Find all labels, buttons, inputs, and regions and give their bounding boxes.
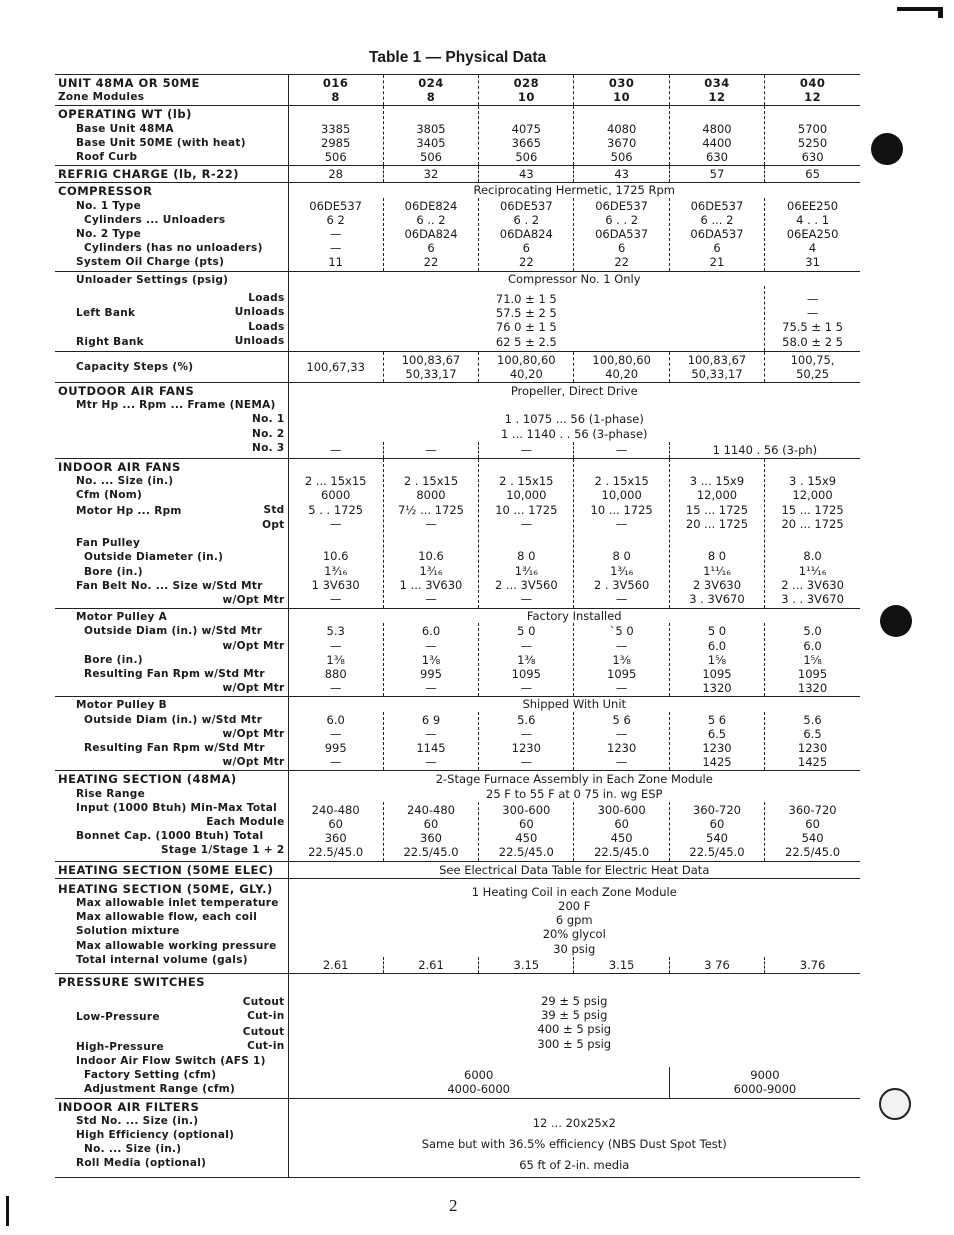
heating-48ma-034: 360-720 60 540 22.5/45.0 [669, 802, 764, 861]
glycol-volume: 3.15 [479, 957, 574, 974]
punch-hole-1 [871, 133, 903, 165]
heating-glycol-span: 1 Heating Coil in each Zone Module 200 F 6 gpm 20% glycol 30 psig [288, 878, 860, 957]
compressor-030: 06DE537 6 . . 2 06DA537 6 22 [574, 198, 669, 272]
pulley-a-016: 5.3 — 1⅜ 880 — [288, 623, 383, 697]
indoor-filters-label: INDOOR AIR FILTERS Std No. ... Size (in.) High Efficiency (optional) No. ... Size (in.) Roll Media (optional) [55, 1098, 288, 1177]
heating-glycol-label: HEATING SECTION (50ME, GLY.) Max allowable inlet temperature Max allowable flow, each coil Solution mixture Max allowable working pressure Total internal volume (gals) [55, 878, 288, 973]
heating-48ma-028: 300-600 60 450 22.5/45.0 [479, 802, 574, 861]
pulley-a-030: `5 0 — 1⅜ 1095 — [574, 623, 669, 697]
pulley-b-028: 5.6 — 1230 — [479, 712, 574, 771]
indoor-fans-040: 3 . 15x9 12,000 15 ... 1725 20 ... 1725 8.0 1¹¹⁄₁₆ 2 ... 3V630 3 . . 3V670 [765, 459, 860, 609]
pulley-a-040: 5.0 6.0 1⅝ 1095 1320 [797, 624, 828, 696]
capacity-040: 100,75, 50,25 [765, 351, 860, 382]
unit-030: 030 10 [574, 75, 669, 106]
heating-elec-span: See Electrical Data Table for Electric Heat Data [288, 861, 860, 878]
unit-034: 034 12 [669, 75, 764, 106]
pulley-a-034: 5 0 6.0 1⅝ 1095 1320 [669, 623, 764, 697]
compressor-024: 06DE824 6 .. 2 06DA824 6 22 [383, 198, 478, 272]
heating-48ma-016: 240-480 60 360 22.5/45.0 [288, 802, 383, 861]
operating-wt-030: 4080 3670 506 [574, 106, 669, 166]
indoor-fans-028: 2 . 15x15 10,000 10 ... 1725 — 8 0 1³⁄₁₆ 2 ... 3V560 — [479, 459, 574, 609]
unit-024: 024 8 [383, 75, 478, 106]
heating-48ma-label: HEATING SECTION (48MA) Rise Range Input (1000 Btuh) Min-Max Total Each Module Bonnet Cap. (1000 Btuh) Total Stage 1/Stage 1 + 2 [55, 771, 288, 861]
outdoor-no3-028: — [479, 442, 574, 459]
outdoor-no3-016: — [288, 442, 383, 459]
unit-028: 028 10 [479, 75, 574, 106]
page-number: 2 [449, 1196, 458, 1215]
operating-wt-028: 4075 3665 506 [479, 106, 574, 166]
unloader-span: Compressor No. 1 Only [288, 271, 860, 286]
outdoor-fans-label: OUTDOOR AIR FANS Mtr Hp ... Rpm ... Frame (NEMA) No. 1 No. 2 No. 3 [55, 383, 288, 459]
heating-48ma-030: 300-600 60 450 22.5/45.0 [574, 802, 669, 861]
operating-wt-024: 3805 3405 506 [383, 106, 478, 166]
header-label: UNIT 48MA OR 50ME Zone Modules [55, 75, 288, 106]
glycol-volume: 3.76 [799, 957, 826, 972]
unloader-label: Unloader Settings (psig) Loads Left Bank Unloads Loads Right Bank Unloads [55, 271, 288, 351]
outdoor-no3-024: — [383, 442, 478, 459]
compressor-label: COMPRESSOR No. 1 Type Cylinders ... Unloaders No. 2 Type Cylinders (has no unloaders) System Oil Charge (pts) [55, 183, 288, 271]
pulley-b-span: Shipped With Unit [288, 697, 860, 712]
indoor-fans-label: INDOOR AIR FANS No. ... Size (in.) Cfm (Nom) Motor Hp ... Rpm Std Opt Fan Pulley Outside Diameter (in.) Bore (in.) Fan Belt No. ... Size w/Std Mtr w/Opt Mtr [55, 459, 288, 609]
indoor-filters-values: 12 ... 20x25x2 Same but with 36.5% efficiency (NBS Dust Spot Test) 65 ft of 2-in. media [288, 1098, 860, 1177]
capacity-030: 100,80,60 40,20 [574, 351, 669, 382]
refrig-value: 32 [383, 166, 478, 183]
glycol-volume: 3 76 [669, 957, 764, 974]
pulley-a-028: 5 0 — 1⅜ 1095 — [479, 623, 574, 697]
capacity-016: 100,67,33 [288, 351, 383, 382]
pressure-switches-label: PRESSURE SWITCHES Cutout Low-Pressure Cut-in Cutout High-Pressure Cut-in Indoor Air Flow Switch (AFS 1) Factory Setting (cfm) Adjustment Range (cfm) [55, 973, 288, 1098]
pulley-a-span: Factory Installed [288, 609, 860, 624]
refrig-value: 43 [479, 166, 574, 183]
operating-wt-034: 4800 4400 630 [669, 106, 764, 166]
heating-48ma-040: 360-720 60 540 22.5/45.0 [785, 802, 841, 860]
heating-48ma-024: 240-480 60 360 22.5/45.0 [383, 802, 478, 861]
scan-mark [6, 1196, 9, 1226]
outdoor-no3-034-040: 1 1140 . 56 (3-ph) [712, 442, 818, 457]
scan-mark [897, 7, 943, 11]
compressor-016: 06DE537 6 2 — — 11 [288, 198, 383, 272]
compressor-028: 06DE537 6 . 2 06DA824 6 22 [479, 198, 574, 272]
pulley-a-label: Motor Pulley A Outside Diam (in.) w/Std Mtr w/Opt Mtr Bore (in.) Resulting Fan Rpm w/Std Mtr w/Opt Mtr [55, 609, 288, 697]
punch-hole-3 [879, 1088, 911, 1120]
compressor-040: 06EE250 4 . . 1 06EA250 4 31 [786, 198, 839, 270]
afs-034-040: 9000 6000-9000 [733, 1067, 797, 1097]
compressor-034: 06DE537 6 ... 2 06DA537 6 21 [669, 198, 764, 272]
compressor-type-span: Reciprocating Hermetic, 1725 Rpm [288, 183, 860, 198]
glycol-volume: 2.61 [383, 957, 478, 974]
heating-elec-label: HEATING SECTION (50ME ELEC) [55, 861, 288, 878]
indoor-fans-030: 2 . 15x15 10,000 10 ... 1725 — 8 0 1³⁄₁₆ 2 . 3V560 — [574, 459, 669, 609]
refrig-charge-label: REFRIG CHARGE (lb, R-22) [55, 166, 288, 183]
pulley-b-030: 5 6 — 1230 — [574, 712, 669, 771]
operating-wt-016: 3385 2985 506 [288, 106, 383, 166]
indoor-fans-034: 3 ... 15x9 12,000 15 ... 1725 20 ... 1725 8 0 1¹¹⁄₁₆ 2 3V630 3 . 3V670 [669, 459, 764, 609]
afs-016-030: 6000 4000-6000 [288, 1067, 669, 1098]
pulley-b-024: 6 9 — 1145 — [383, 712, 478, 771]
pressure-switch-values: 29 ± 5 psig 39 ± 5 psig 400 ± 5 psig 300 ± 5 psig [288, 973, 860, 1066]
capacity-label: Capacity Steps (%) [55, 351, 288, 382]
pulley-b-034: 5 6 6.5 1230 1425 [669, 712, 764, 771]
capacity-024: 100,83,67 50,33,17 [383, 351, 478, 382]
refrig-value: 57 [669, 166, 764, 183]
operating-wt-label: OPERATING WT (lb) Base Unit 48MA Base Unit 50ME (with heat) Roof Curb [55, 106, 288, 166]
pulley-b-label: Motor Pulley B Outside Diam (in.) w/Std Mtr w/Opt Mtr Resulting Fan Rpm w/Std Mtr w/Opt Mtr [55, 697, 288, 771]
page-title: Table 1 — Physical Data [369, 49, 547, 66]
pulley-b-016: 6.0 — 995 — [288, 712, 383, 771]
operating-wt-040: 5700 5250 630 [765, 106, 860, 166]
pulley-b-040: 5.6 6.5 1230 1425 [797, 712, 828, 770]
unit-040: 040 12 [765, 75, 860, 106]
glycol-volume: 3.15 [574, 957, 669, 974]
unloader-values: 71.0 ± 1 5 57.5 ± 2 5 76 0 ± 1 5 62 5 ± 2.5 [288, 286, 765, 351]
outdoor-no3-030: — [574, 442, 669, 459]
physical-data-table [55, 74, 860, 1178]
refrig-value: 28 [288, 166, 383, 183]
indoor-fans-016: 2 ... 15x15 6000 5 . . 1725 — 10.6 1³⁄₁₆ 1 3V630 — [288, 459, 383, 609]
punch-hole-2 [880, 605, 912, 637]
indoor-fans-024: 2 . 15x15 8000 7½ ... 1725 — 10.6 1³⁄₁₆ 1 ... 3V630 — [383, 459, 478, 609]
unloader-040: — — 75.5 ± 1 5 58.0 ± 2 5 [782, 292, 843, 349]
pulley-a-024: 6.0 — 1⅜ 995 — [383, 623, 478, 697]
outdoor-fans-span: Propeller, Direct Drive 1 . 1075 ... 56 (1-phase) 1 ... 1140 . . 56 (3-phase) [288, 383, 860, 442]
scan-mark [938, 9, 943, 18]
capacity-034: 100,83,67 50,33,17 [669, 351, 764, 382]
glycol-volume: 2.61 [288, 957, 383, 974]
refrig-value: 43 [574, 166, 669, 183]
heating-48ma-span: 2-Stage Furnace Assembly in Each Zone Module 25 F to 55 F at 0 75 in. wg ESP [288, 771, 860, 802]
capacity-028: 100,80,60 40,20 [479, 351, 574, 382]
unit-016: 016 8 [288, 75, 383, 106]
refrig-value: 65 [765, 166, 860, 183]
